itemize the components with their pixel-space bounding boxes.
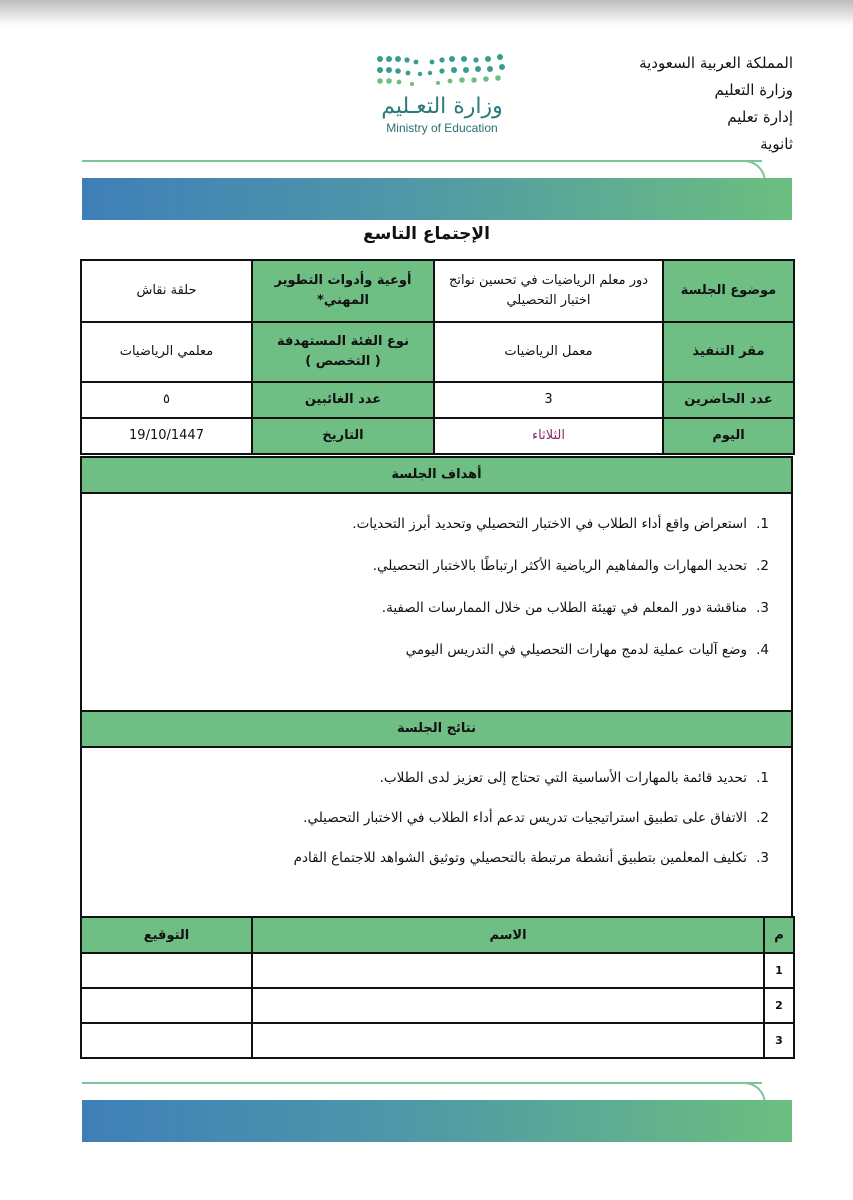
result-item [82, 810, 769, 850]
result-number: 1. [756, 770, 769, 786]
result-text: الاتفاق على تطبيق استراتيجيات تدريس تدعم أداء الطلاب في الاختبار التحصيلي. [303, 810, 747, 826]
header-org-lines [639, 50, 793, 158]
header-line-kingdom: المملكة العربية السعودية [639, 54, 793, 72]
signature-cell[interactable] [81, 988, 252, 1023]
col-name-header: الاسم [252, 917, 764, 953]
target-value: معلمي الرياضيات [81, 322, 252, 382]
result-number: 3. [756, 850, 769, 866]
logo-english-text: Ministry of Education [386, 121, 498, 135]
goal-number: 3. [756, 600, 769, 616]
goal-number: 1. [756, 516, 769, 532]
results-header: نتائج الجلسة [80, 710, 793, 748]
name-cell[interactable] [252, 988, 764, 1023]
result-number: 2. [756, 810, 769, 826]
logo-arabic-text: وزارة التعـليم [381, 94, 503, 119]
goal-number: 2. [756, 558, 769, 574]
goal-text: وضع آليات عملية لدمج مهارات التحصيلي في التدريس اليومي [405, 642, 747, 658]
results-box [80, 748, 793, 918]
top-shadow [0, 0, 853, 26]
goal-item [82, 558, 769, 600]
result-text: تحديد قائمة بالمهارات الأساسية التي تحتاج إلى تعزيز لدى الطلاب. [379, 770, 747, 786]
signature-table [80, 916, 795, 1059]
top-gradient-band [82, 178, 792, 220]
day-value: الثلاثاء [434, 418, 663, 454]
goal-item [82, 642, 769, 684]
absent-label: عدد الغائبين [252, 382, 434, 418]
category-type: حلقة نقاش [81, 260, 252, 322]
topic-label: موضوع الجلسة [663, 260, 794, 322]
top-divider-line [82, 160, 762, 162]
result-item [82, 770, 769, 810]
signature-cell[interactable] [81, 1023, 252, 1058]
header-line-school: ثانوية [760, 135, 793, 153]
target-label-cell [252, 322, 434, 382]
logo-dots-icon [372, 50, 512, 94]
location-value: معمل الرياضيات [434, 322, 663, 382]
day-label: اليوم [663, 418, 794, 454]
goal-item [82, 516, 769, 558]
date-value: 19/10/1447 [81, 418, 252, 454]
name-cell[interactable] [252, 1023, 764, 1058]
category-value: أوعية وأدوات التطوير المهني* [252, 260, 434, 322]
goal-text: استعراض واقع أداء الطلاب في الاختبار التحصيلي وتحديد أبرز التحديات. [352, 516, 747, 532]
absent-value: ٥ [81, 382, 252, 418]
goals-box [80, 494, 793, 712]
topic-value: دور معلم الرياضيات في تحسين نواتج اختبار التحصيلي [434, 260, 663, 322]
goal-number: 4. [756, 642, 769, 658]
meeting-title: الإجتماع التاسع [363, 224, 490, 244]
location-label: مقر التنفيذ [663, 322, 794, 382]
col-number-header: م [764, 917, 794, 953]
date-label: التاريخ [252, 418, 434, 454]
goal-text: مناقشة دور المعلم في تهيئة الطلاب من خلال الممارسات الصفية. [381, 600, 747, 616]
goals-header: أهداف الجلسة [80, 456, 793, 494]
bottom-gradient-band [82, 1100, 792, 1142]
results-list [82, 748, 791, 890]
goal-item [82, 600, 769, 642]
attendees-value: 3 [434, 382, 663, 418]
target-sub-label: ( التخصص ) [305, 354, 381, 369]
ministry-logo [362, 50, 522, 160]
row-number: 3 [764, 1023, 794, 1058]
header-line-directorate: إدارة تعليم [727, 108, 793, 126]
attendees-label: عدد الحاضرين [663, 382, 794, 418]
goal-text: تحديد المهارات والمفاهيم الرياضية الأكثر ارتباطًا بالاختبار التحصيلي. [372, 558, 747, 574]
target-label: نوع الفئة المستهدفة [277, 334, 409, 349]
col-signature-header: التوقيع [81, 917, 252, 953]
row-number: 1 [764, 953, 794, 988]
bottom-divider-line [82, 1082, 762, 1084]
session-info-table [80, 259, 795, 455]
goals-list [82, 494, 791, 684]
name-cell[interactable] [252, 953, 764, 988]
result-text: تكليف المعلمين بتطبيق أنشطة مرتبطة بالتحصيلي وتوثيق الشواهد للاجتماع القادم [293, 850, 747, 866]
header-line-ministry: وزارة التعليم [714, 81, 793, 99]
signature-cell[interactable] [81, 953, 252, 988]
row-number: 2 [764, 988, 794, 1023]
result-item [82, 850, 769, 890]
